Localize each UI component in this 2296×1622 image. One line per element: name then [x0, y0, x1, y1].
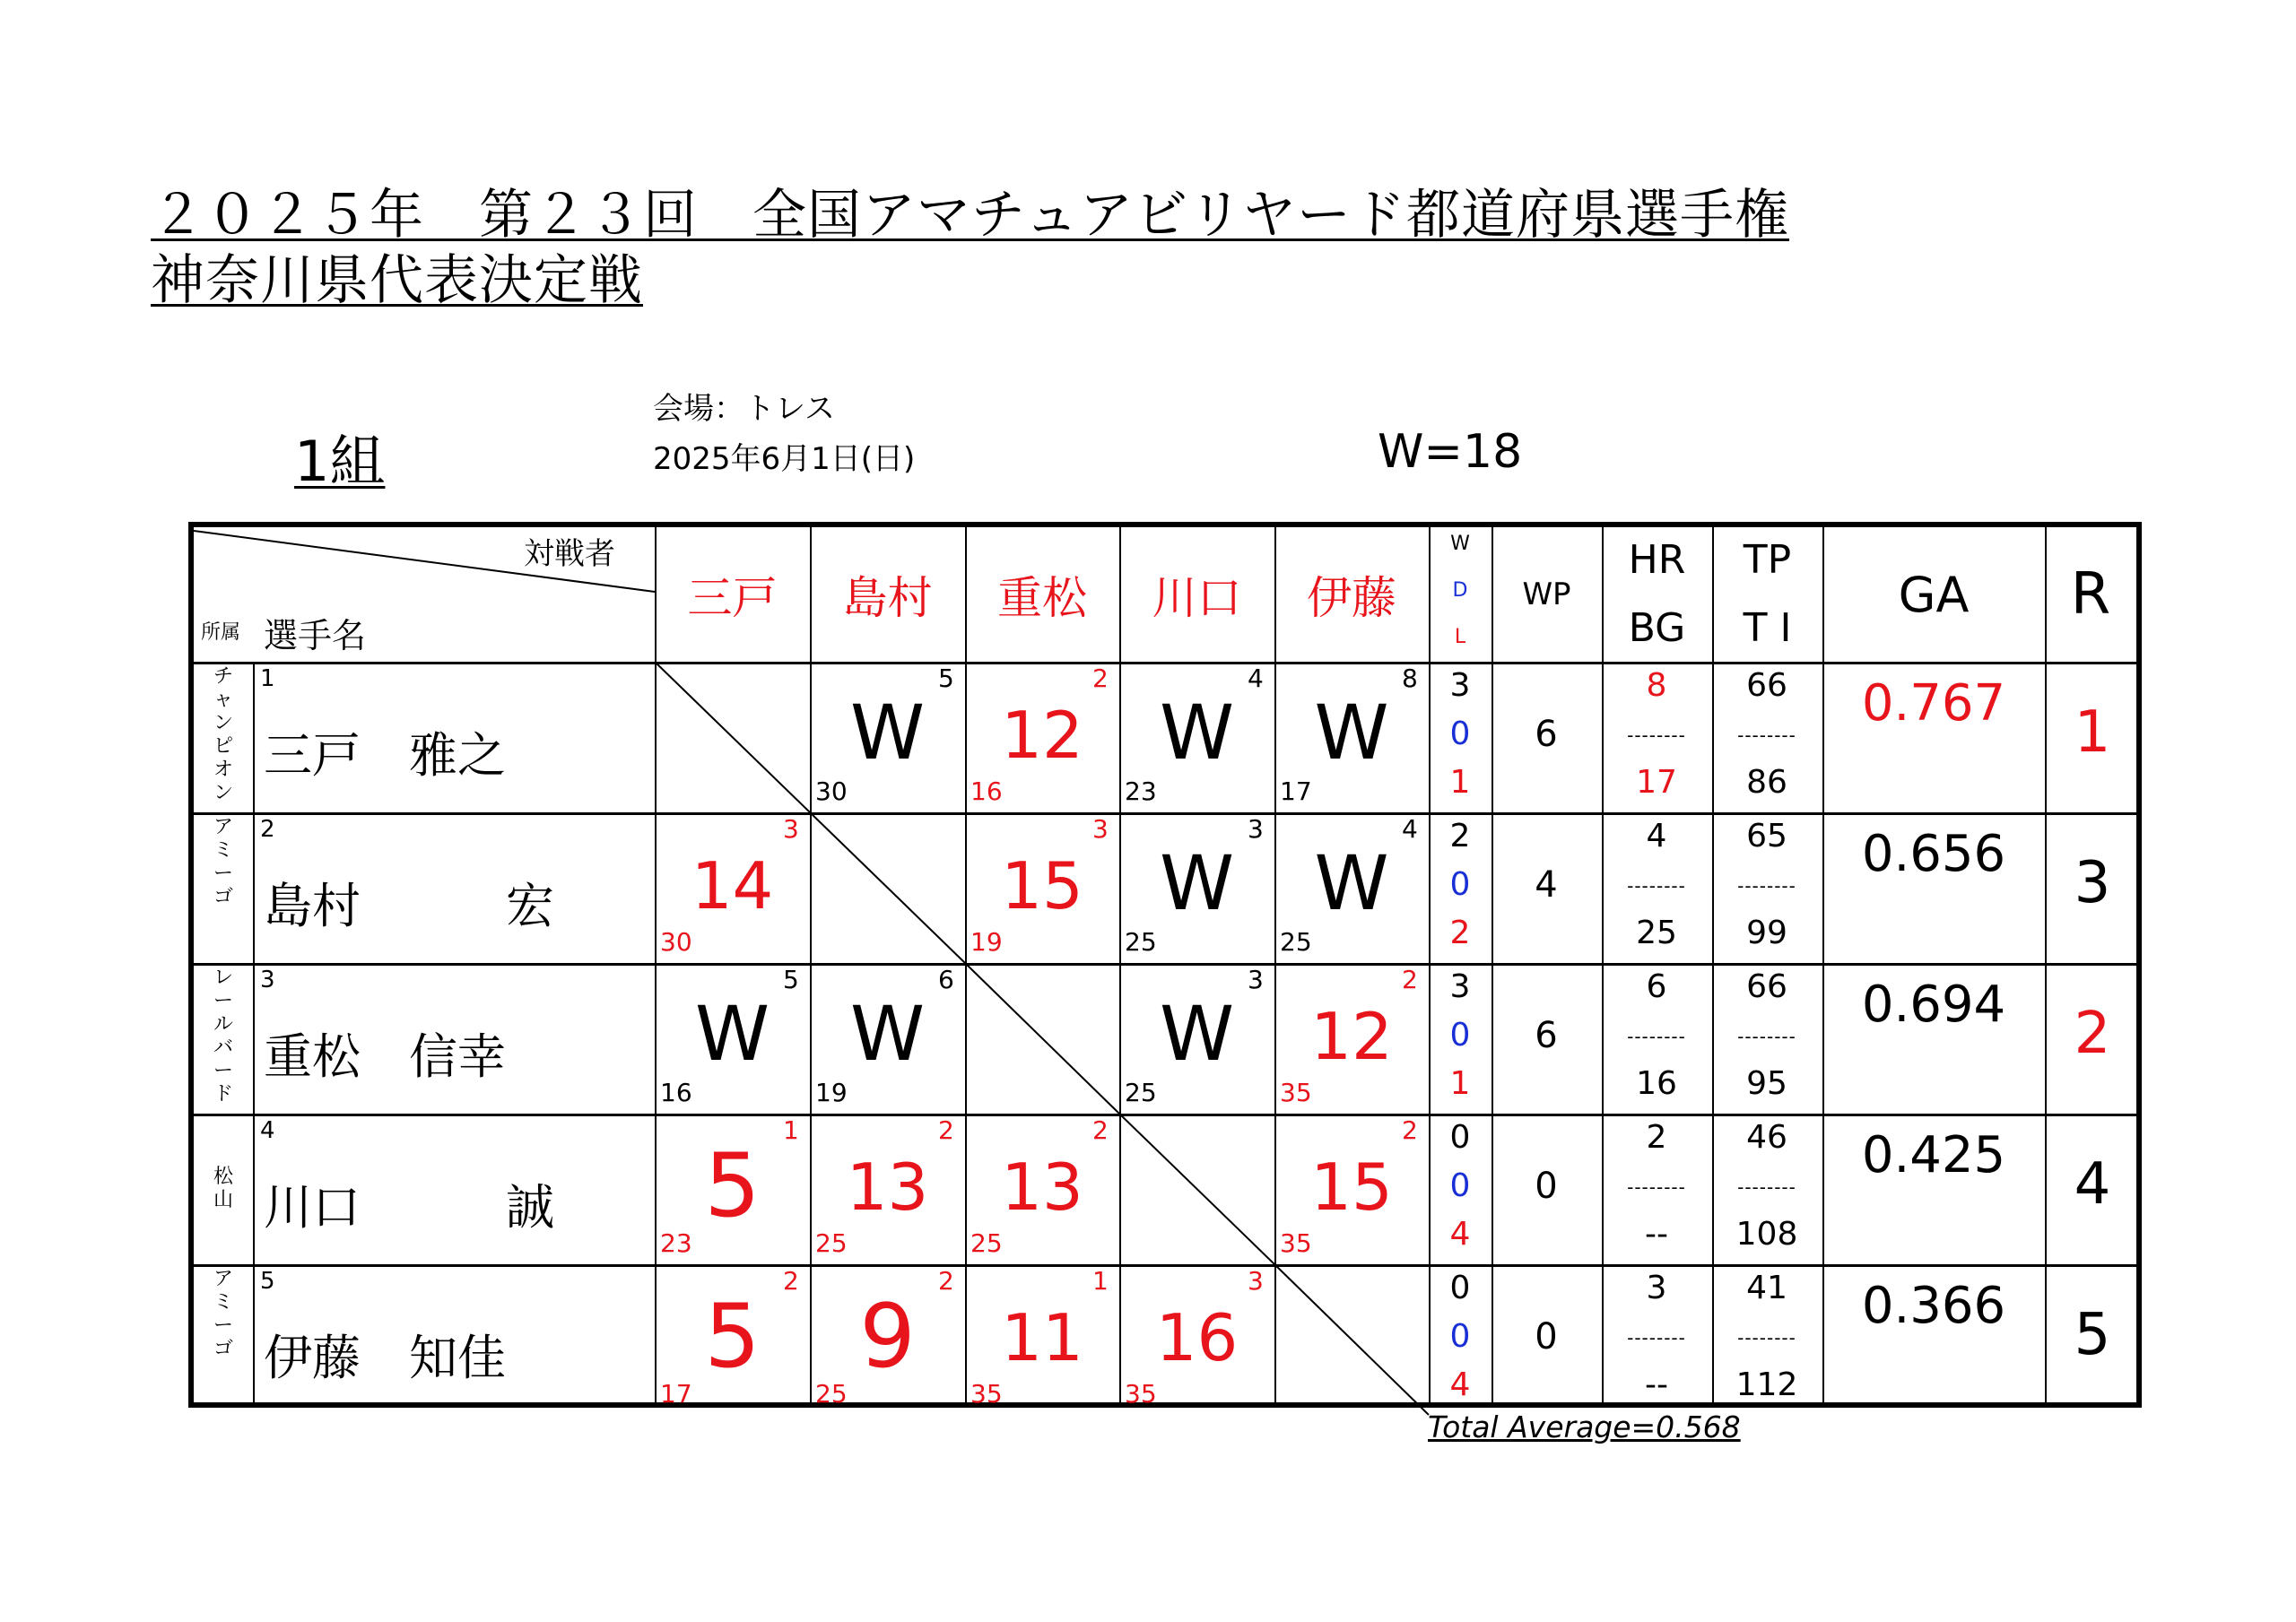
- match-score: 5: [704, 1135, 761, 1237]
- bg-value: --: [1645, 1366, 1668, 1403]
- tp-ti-divider: --------: [1737, 724, 1796, 746]
- score-bottom-left: 30: [815, 776, 848, 806]
- tp-value: 66: [1746, 667, 1787, 704]
- match-score: 16: [1155, 1300, 1239, 1375]
- score-top-right: 2: [1092, 1115, 1109, 1145]
- wdl-header-w: W: [1450, 533, 1470, 555]
- wp-header: WP: [1522, 577, 1571, 612]
- score-bottom-left: 25: [815, 1228, 848, 1258]
- score-top-right: 4: [1402, 814, 1418, 844]
- score-top-right: 2: [1402, 965, 1418, 994]
- affiliation-char: ミ: [213, 839, 233, 862]
- wins-count: 2: [1449, 818, 1471, 854]
- player-header-label: 選手名: [264, 616, 367, 655]
- affiliation-char: 松: [213, 1166, 233, 1188]
- score-bottom-left: 35: [1280, 1228, 1312, 1258]
- score-bottom-left: 25: [970, 1228, 1003, 1258]
- match-score: 12: [1310, 999, 1393, 1074]
- page-subtitle: 神奈川県代表決定戦: [151, 249, 643, 312]
- score-top-right: 6: [938, 965, 954, 994]
- score-bottom-left: 25: [1125, 1078, 1157, 1107]
- affiliation-label: [194, 1268, 253, 1411]
- affiliation-char: レ: [213, 967, 233, 989]
- tp-ti-divider: --------: [1737, 1026, 1796, 1047]
- hr-bg-divider: --------: [1627, 724, 1686, 746]
- player-number: 5: [260, 1268, 275, 1295]
- self-match-diagonal: [810, 812, 965, 963]
- affiliation-char: ー: [213, 990, 233, 1012]
- affiliation-char: オ: [213, 759, 233, 781]
- affiliation-label: [194, 1117, 253, 1261]
- score-top-right: 2: [938, 1115, 954, 1145]
- affiliation-char: チ: [213, 665, 233, 688]
- self-match-diagonal: [1119, 1114, 1274, 1264]
- tp-value: 46: [1746, 1119, 1787, 1156]
- player-name: 川口 誠: [264, 1179, 554, 1236]
- tp-ti-divider: --------: [1737, 1176, 1796, 1198]
- hr-value: 2: [1646, 1119, 1667, 1156]
- match-win-mark: W: [1159, 839, 1235, 927]
- affiliation-char: ン: [213, 712, 233, 734]
- affiliation-char: ピ: [213, 735, 233, 758]
- wins-count: 0: [1449, 1270, 1471, 1306]
- self-match-diagonal: [1274, 1264, 1429, 1415]
- tp-ti-divider: --------: [1737, 1327, 1796, 1349]
- affiliation-char: ゴ: [213, 886, 233, 908]
- rank-value: 4: [2074, 1151, 2111, 1218]
- ti-value: 112: [1735, 1366, 1798, 1403]
- match-win-mark: W: [1159, 689, 1235, 776]
- rank-value: 3: [2074, 850, 2111, 916]
- draws-count: 0: [1449, 1167, 1471, 1204]
- draws-count: 0: [1449, 1318, 1471, 1355]
- wins-count: 0: [1449, 1119, 1471, 1156]
- rank-header: R: [2070, 561, 2111, 628]
- score-top-right: 3: [783, 814, 799, 844]
- score-bottom-left: 35: [1125, 1379, 1157, 1409]
- match-win-mark: W: [849, 689, 926, 776]
- match-score: 5: [704, 1286, 761, 1388]
- match-score: 13: [846, 1149, 929, 1225]
- ti-header: T I: [1743, 604, 1792, 651]
- rank-value: 2: [2074, 1001, 2111, 1067]
- match-score: 15: [1310, 1149, 1393, 1225]
- bg-value: --: [1645, 1216, 1668, 1253]
- losses-count: 4: [1449, 1366, 1471, 1403]
- player-number: 2: [260, 816, 275, 843]
- ti-value: 99: [1746, 915, 1787, 951]
- wdl-header-d: D: [1452, 579, 1468, 602]
- score-top-right: 3: [1248, 965, 1264, 994]
- score-bottom-left: 17: [1280, 776, 1312, 806]
- date-label: 2025年6月1日(日): [653, 441, 916, 477]
- w-target-label: W=18: [1378, 425, 1523, 479]
- wp-value: 6: [1535, 1015, 1558, 1056]
- player-number: 1: [260, 665, 275, 692]
- draws-count: 0: [1449, 1017, 1471, 1054]
- ga-value: 0.694: [1861, 976, 2006, 1034]
- score-bottom-left: 25: [815, 1379, 848, 1409]
- affiliation-char: ミ: [213, 1291, 233, 1314]
- affiliation-char: ゴ: [213, 1338, 233, 1360]
- score-bottom-left: 16: [970, 776, 1003, 806]
- match-win-mark: W: [1159, 990, 1235, 1078]
- bg-header: BG: [1628, 604, 1686, 651]
- affiliation-label: [194, 665, 253, 809]
- wdl-header-l: L: [1454, 626, 1466, 648]
- match-score: 11: [1001, 1300, 1083, 1375]
- score-bottom-left: 23: [1125, 776, 1157, 806]
- affiliation-char: ド: [213, 1083, 233, 1106]
- draws-count: 0: [1449, 716, 1471, 752]
- score-bottom-left: 35: [1280, 1078, 1312, 1107]
- hr-bg-divider: --------: [1627, 1176, 1686, 1198]
- score-top-right: 2: [1402, 1115, 1418, 1145]
- score-top-right: 8: [1402, 664, 1418, 693]
- match-score: 14: [691, 848, 774, 924]
- match-win-mark: W: [694, 990, 770, 1078]
- losses-count: 4: [1449, 1216, 1471, 1253]
- player-name: 三戸 雅之: [264, 727, 506, 784]
- affiliation-label: [194, 967, 253, 1110]
- draws-count: 0: [1449, 866, 1471, 903]
- opponent-header: 伊藤: [1307, 572, 1396, 624]
- bg-value: 17: [1636, 764, 1677, 801]
- hr-value: 6: [1646, 968, 1667, 1005]
- ga-header: GA: [1898, 566, 1970, 623]
- rank-value: 1: [2074, 699, 2111, 766]
- player-name: 重松 信幸: [264, 1028, 506, 1085]
- affiliation-char: ー: [213, 863, 233, 885]
- tp-value: 41: [1746, 1270, 1787, 1306]
- score-top-right: 3: [1248, 1266, 1264, 1296]
- match-win-mark: W: [1314, 839, 1389, 927]
- bg-value: 16: [1636, 1065, 1677, 1102]
- match-score: 13: [1001, 1149, 1083, 1225]
- hr-value: 8: [1646, 667, 1667, 704]
- score-bottom-left: 35: [970, 1379, 1003, 1409]
- affiliation-label: [194, 816, 253, 959]
- rank-value: 5: [2074, 1302, 2111, 1368]
- score-top-right: 2: [783, 1266, 799, 1296]
- affiliation-header-label: 所属: [201, 621, 241, 644]
- affiliation-char: 山: [213, 1189, 233, 1211]
- affiliation-char: ー: [213, 1060, 233, 1082]
- bg-value: 25: [1636, 915, 1677, 951]
- venue-label: 会場：トレス: [653, 391, 835, 427]
- affiliation-char: ン: [213, 782, 233, 804]
- match-score: 15: [1001, 848, 1083, 924]
- self-match-diagonal: [965, 963, 1119, 1114]
- page-title: ２０２５年 第２３回 全国アマチュアビリヤード都道府県選手権: [151, 184, 1789, 247]
- ti-value: 86: [1746, 764, 1787, 801]
- score-bottom-left: 16: [660, 1078, 692, 1107]
- hr-bg-divider: --------: [1627, 1026, 1686, 1047]
- match-win-mark: W: [849, 990, 926, 1078]
- wins-count: 3: [1449, 667, 1471, 704]
- score-bottom-left: 25: [1280, 927, 1312, 957]
- tp-header: TP: [1743, 536, 1792, 583]
- score-bottom-left: 23: [660, 1228, 692, 1258]
- total-average: Total Average=0.568: [1428, 1409, 1741, 1444]
- hr-header: HR: [1628, 536, 1686, 583]
- match-win-mark: W: [1314, 689, 1389, 776]
- match-score: 9: [859, 1286, 916, 1388]
- score-top-right: 5: [783, 965, 799, 994]
- player-name: 伊藤 知佳: [264, 1330, 506, 1386]
- ti-value: 108: [1735, 1216, 1798, 1253]
- hr-bg-divider: --------: [1627, 875, 1686, 897]
- score-top-right: 2: [1092, 664, 1109, 693]
- affiliation-char: ア: [213, 816, 233, 838]
- affiliation-char: ア: [213, 1268, 233, 1290]
- score-top-right: 1: [783, 1115, 799, 1145]
- losses-count: 2: [1449, 915, 1471, 951]
- wp-value: 6: [1535, 714, 1558, 755]
- hr-value: 3: [1646, 1270, 1667, 1306]
- opponent-header: 川口: [1152, 572, 1242, 624]
- player-name: 島村 宏: [264, 878, 554, 934]
- tp-ti-divider: --------: [1737, 875, 1796, 897]
- match-score: 12: [1001, 698, 1083, 773]
- score-top-right: 3: [1092, 814, 1109, 844]
- wp-value: 0: [1535, 1316, 1558, 1357]
- ti-value: 95: [1746, 1065, 1787, 1102]
- affiliation-char: ー: [213, 1314, 233, 1337]
- ga-value: 0.425: [1861, 1126, 2006, 1184]
- score-bottom-left: 19: [815, 1078, 848, 1107]
- wp-value: 0: [1535, 1166, 1558, 1207]
- score-top-right: 3: [1248, 814, 1264, 844]
- losses-count: 1: [1449, 764, 1471, 801]
- hr-value: 4: [1646, 818, 1667, 854]
- tp-value: 65: [1746, 818, 1787, 854]
- opponent-header: 重松: [997, 572, 1087, 624]
- affiliation-char: ャ: [213, 689, 233, 711]
- opponent-header-label: 対戦者: [524, 536, 615, 572]
- score-top-right: 1: [1092, 1266, 1109, 1296]
- losses-count: 1: [1449, 1065, 1471, 1102]
- wp-value: 4: [1535, 864, 1558, 906]
- player-number: 4: [260, 1117, 275, 1144]
- affiliation-char: バ: [213, 1037, 233, 1059]
- score-bottom-left: 17: [660, 1379, 692, 1409]
- opponent-header: 三戸: [687, 572, 778, 624]
- score-bottom-left: 30: [660, 927, 692, 957]
- self-match-diagonal: [655, 662, 810, 812]
- ga-value: 0.767: [1861, 674, 2006, 733]
- affiliation-char: ル: [213, 1013, 233, 1036]
- score-bottom-left: 19: [970, 927, 1003, 957]
- ga-value: 0.366: [1861, 1277, 2006, 1335]
- score-top-right: 5: [938, 664, 954, 693]
- score-bottom-left: 25: [1125, 927, 1157, 957]
- score-top-right: 2: [938, 1266, 954, 1296]
- wins-count: 3: [1449, 968, 1471, 1005]
- ga-value: 0.656: [1861, 825, 2006, 883]
- results-table: [188, 522, 2142, 1408]
- tp-value: 66: [1746, 968, 1787, 1005]
- group-label: 1組: [294, 429, 386, 494]
- hr-bg-divider: --------: [1627, 1327, 1686, 1349]
- score-top-right: 4: [1248, 664, 1264, 693]
- player-number: 3: [260, 967, 275, 993]
- opponent-header: 島村: [842, 572, 933, 624]
